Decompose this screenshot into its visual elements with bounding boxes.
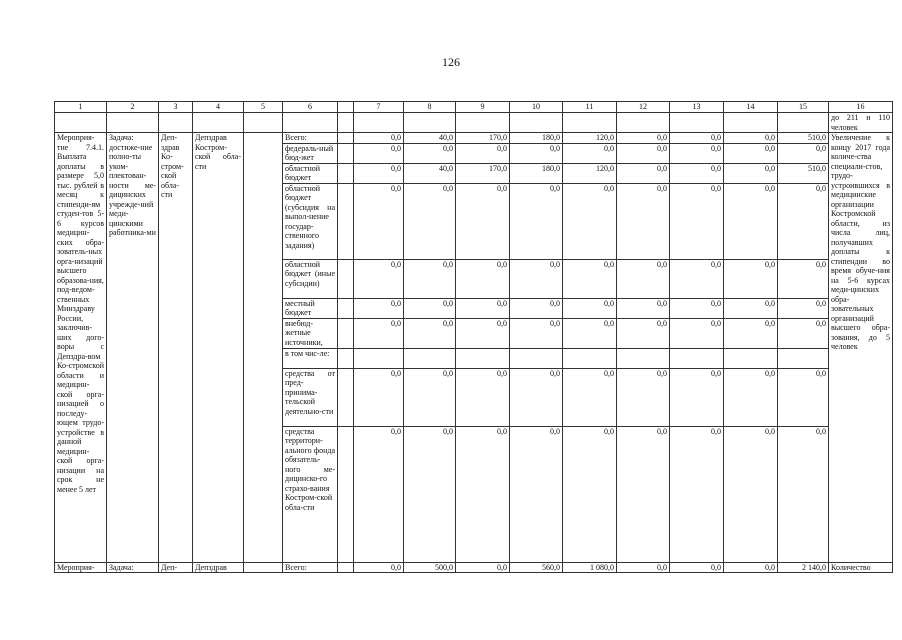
funding-value: 1 080,0 [563,562,617,573]
funding-value [563,348,617,368]
funding-value: 0,0 [563,259,617,298]
block1-col3: Деп-здрав Ко-стром-ской обла-сти [159,133,193,563]
block1-col5 [244,133,283,563]
block1-col4: Депздрав Костром-ской обла-сти [193,133,244,563]
header-cell: 8 [404,102,456,113]
block2-col2: Задача: [107,562,159,573]
funding-value: 120,0 [563,133,617,144]
funding-value: 0,0 [354,143,404,163]
funding-value: 0,0 [404,259,456,298]
note-empty [107,113,159,133]
funding-value: 500,0 [404,562,456,573]
funding-value [404,348,456,368]
note-empty [338,113,354,133]
funding-value: 0,0 [510,426,563,562]
spacer-cell [338,183,354,259]
funding-value: 0,0 [724,562,778,573]
note-empty [283,113,338,133]
funding-value: 0,0 [724,368,778,426]
block2-col5 [244,562,283,573]
funding-value: 0,0 [670,259,724,298]
funding-value: 0,0 [724,133,778,144]
block2-col3: Деп- [159,562,193,573]
funding-value: 0,0 [724,143,778,163]
funding-value: 0,0 [724,298,778,318]
funding-value: 0,0 [778,298,829,318]
funding-value: 0,0 [354,318,404,348]
funding-value: 0,0 [354,562,404,573]
header-cell: 9 [456,102,510,113]
funding-source-label: областной бюджет [283,163,338,183]
funding-value: 0,0 [778,426,829,562]
funding-value: 0,0 [510,368,563,426]
funding-value: 180,0 [510,133,563,144]
funding-value: 0,0 [563,368,617,426]
header-cell: 15 [778,102,829,113]
header-cell: 5 [244,102,283,113]
funding-value: 0,0 [456,562,510,573]
header-cell: 7 [354,102,404,113]
funding-value: 0,0 [510,143,563,163]
funding-value: 0,0 [510,318,563,348]
funding-value: 0,0 [404,318,456,348]
funding-value: 0,0 [617,183,670,259]
note-empty [193,113,244,133]
funding-value: 0,0 [670,163,724,183]
block2-col4: Депздрав [193,562,244,573]
spacer-cell [338,562,354,573]
header-cell [338,102,354,113]
funding-value [670,348,724,368]
funding-source-label: федераль-ный бюд-жет [283,143,338,163]
note-empty [354,113,404,133]
spacer-cell [338,368,354,426]
funding-value: 0,0 [617,426,670,562]
note-row [55,113,893,133]
funding-value: 0,0 [617,562,670,573]
funding-value: 0,0 [778,259,829,298]
funding-value: 0,0 [563,298,617,318]
note-empty [404,113,456,133]
funding-value: 0,0 [617,368,670,426]
funding-value: 0,0 [670,426,724,562]
funding-value: 0,0 [617,298,670,318]
funding-source-label: средства территори-ального фонда обязатель-ного ме-дицинско-го страхо-вания Костром-ской обла-сти [283,426,338,562]
note-empty [244,113,283,133]
funding-value: 0,0 [778,368,829,426]
header-cell: 14 [724,102,778,113]
note-empty [456,113,510,133]
funding-source-label: в том чис-ле: [283,348,338,368]
funding-value: 0,0 [354,163,404,183]
spacer-cell [338,298,354,318]
funding-value: 0,0 [617,143,670,163]
funding-source-label: Всего: [283,562,338,573]
funding-value: 0,0 [456,298,510,318]
funding-value [456,348,510,368]
spacer-cell [338,133,354,144]
funding-value: 0,0 [354,133,404,144]
funding-value: 0,0 [510,259,563,298]
funding-value: 0,0 [404,143,456,163]
funding-value: 0,0 [617,133,670,144]
funding-source-label: областной бюджет (субсидия на выпол-нение государ-ственного задания) [283,183,338,259]
funding-value: 0,0 [404,426,456,562]
note-empty [159,113,193,133]
funding-value: 0,0 [724,259,778,298]
funding-value: 0,0 [456,183,510,259]
program-table [54,101,893,573]
header-cell: 2 [107,102,159,113]
spacer-cell [338,163,354,183]
funding-value: 0,0 [456,143,510,163]
block1-col16: Увеличение к концу 2017 года количе-ства специали-стов, трудо-устроившихся в медицинские организации Костромской области, из числа лиц, получавших доплаты к стипендии во время обуче-ния на 5-6 курсах меди-цинских обра-зовательных организаций высшего обра-зования, до 5 человек [829,133,893,563]
funding-value: 170,0 [456,133,510,144]
funding-value: 0,0 [670,298,724,318]
note-empty [617,113,670,133]
funding-value: 0,0 [404,368,456,426]
funding-value: 0,0 [724,318,778,348]
block2-col1: Мероприя- [55,562,107,573]
next-activity-row [55,562,893,573]
funding-source-label: областной бюджет (иные субсидии) [283,259,338,298]
spacer-cell [338,259,354,298]
note-empty [55,113,107,133]
funding-value: 180,0 [510,163,563,183]
funding-value: 0,0 [670,318,724,348]
funding-value: 0,0 [617,259,670,298]
spacer-cell [338,318,354,348]
note-empty [563,113,617,133]
funding-value: 0,0 [510,298,563,318]
funding-value: 40,0 [404,163,456,183]
funding-value: 0,0 [456,318,510,348]
funding-value: 0,0 [404,298,456,318]
header-cell: 11 [563,102,617,113]
funding-value: 0,0 [563,318,617,348]
funding-value: 0,0 [404,183,456,259]
funding-value: 0,0 [778,143,829,163]
funding-value: 560,0 [510,562,563,573]
funding-value [510,348,563,368]
spacer-cell [338,143,354,163]
funding-value: 2 140,0 [778,562,829,573]
funding-value: 0,0 [670,143,724,163]
header-cell: 12 [617,102,670,113]
funding-value: 0,0 [778,318,829,348]
funding-value [354,348,404,368]
funding-source-label: местный бюджет [283,298,338,318]
header-cell: 13 [670,102,724,113]
funding-source-label: средства от пред-принима-тельской деятельно-сти [283,368,338,426]
funding-value: 0,0 [563,183,617,259]
funding-value: 0,0 [670,368,724,426]
header-cell: 3 [159,102,193,113]
note-empty [778,113,829,133]
funding-value: 0,0 [778,183,829,259]
funding-value [617,348,670,368]
funding-value: 40,0 [404,133,456,144]
header-cell: 6 [283,102,338,113]
funding-value: 0,0 [354,183,404,259]
funding-value: 0,0 [670,183,724,259]
funding-source-label: Всего: [283,133,338,144]
funding-source-label: внебюд-жетные источники, [283,318,338,348]
page-number: 126 [442,55,460,69]
funding-value: 0,0 [724,183,778,259]
note-empty [724,113,778,133]
funding-value: 0,0 [354,368,404,426]
header-cell: 1 [55,102,107,113]
block1-col2: Задача: достиже-ние полно-ты уком-плектован-ности ме-дицинских учрежде-ний меди-цинскими работника-ми [107,133,159,563]
funding-value: 0,0 [563,143,617,163]
note-empty [510,113,563,133]
block2-col16: Количество [829,562,893,573]
funding-value: 0,0 [354,426,404,562]
col16-top-note: до 211 и 110 человек [829,113,893,133]
funding-value: 0,0 [724,163,778,183]
funding-value [778,348,829,368]
block1-col1: Мероприя-тие 7.4.1. Выплата доплаты в размере 5,0 тыс. рублей в месяц к стипенди-ям студен-тов 5-6 курсов медицин-ских обра-зователь-ных орга-низаций высшего образова-ния, под-ведом-ственных Минздраву России, заключив-ших дого-воры с Депздра-вом Ко-стромской области и медицин-ской орга-низацией о последу-ющем трудо-устройстве в данной медицин-ской орга-низации на срок не менее 5 лет [55,133,107,563]
header-cell: 16 [829,102,893,113]
header-cell: 4 [193,102,244,113]
funding-value: 120,0 [563,163,617,183]
funding-value: 0,0 [670,133,724,144]
funding-value: 510,0 [778,133,829,144]
funding-value: 0,0 [617,163,670,183]
spacer-cell [338,426,354,562]
spacer-cell [338,348,354,368]
header-row [55,102,893,113]
funding-value [724,348,778,368]
header-cell: 10 [510,102,563,113]
funding-value: 0,0 [456,368,510,426]
funding-value: 0,0 [456,426,510,562]
note-empty [670,113,724,133]
funding-value: 510,0 [778,163,829,183]
funding-value: 0,0 [617,318,670,348]
funding-value: 0,0 [354,259,404,298]
funding-value: 0,0 [724,426,778,562]
funding-row [55,133,893,144]
funding-value: 0,0 [670,562,724,573]
funding-value: 0,0 [354,298,404,318]
funding-value: 170,0 [456,163,510,183]
funding-value: 0,0 [510,183,563,259]
funding-value: 0,0 [456,259,510,298]
funding-value: 0,0 [563,426,617,562]
